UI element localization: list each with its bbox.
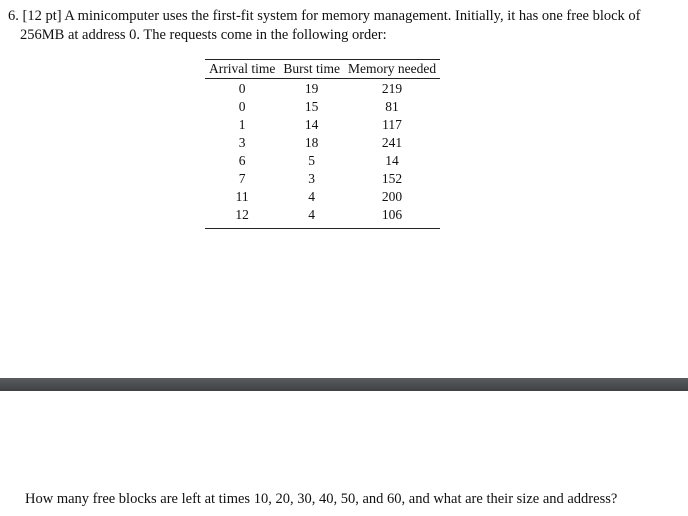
memory-cell: 81 bbox=[385, 99, 399, 114]
burst-cell: 5 bbox=[308, 153, 316, 168]
question-number: 6. bbox=[8, 8, 19, 24]
arrival-cell: 1 bbox=[238, 117, 246, 132]
burst-cell: 18 bbox=[304, 135, 319, 150]
table-row bbox=[205, 188, 440, 206]
burst-cell: 14 bbox=[304, 117, 319, 132]
memory-cell: 152 bbox=[381, 171, 403, 186]
arrival-cell: 11 bbox=[235, 189, 249, 204]
memory-size-unit: MB bbox=[41, 27, 65, 43]
table-row bbox=[205, 206, 440, 229]
memory-cell: 241 bbox=[381, 135, 403, 150]
header-arrival-time: Arrival time bbox=[205, 60, 279, 79]
question-points: [12 pt] bbox=[22, 8, 62, 24]
followup-question: How many free blocks are left at times 10, 20, 30, 40, 50, and 60, and what are their size and address? bbox=[25, 491, 618, 507]
table-row bbox=[205, 98, 440, 116]
header-memory-needed: Memory needed bbox=[344, 60, 440, 79]
burst-cell: 19 bbox=[304, 81, 319, 96]
memory-cell: 200 bbox=[381, 189, 403, 204]
question-text bbox=[8, 7, 678, 45]
memory-cell: 14 bbox=[385, 153, 399, 168]
arrival-cell: 6 bbox=[238, 153, 246, 168]
memory-cell: 106 bbox=[381, 207, 403, 222]
arrival-cell: 0 bbox=[238, 99, 246, 114]
memory-size-value: 256 bbox=[20, 27, 42, 43]
burst-cell: 15 bbox=[304, 99, 319, 114]
burst-cell: 3 bbox=[308, 171, 316, 186]
burst-cell: 4 bbox=[308, 207, 316, 222]
table-header-row bbox=[205, 60, 440, 79]
table-row bbox=[205, 170, 440, 188]
memory-cell: 219 bbox=[381, 81, 403, 96]
question-line-1: A minicomputer uses the first-fit system for memory management. Initially, it has one free block of bbox=[64, 8, 641, 24]
arrival-cell: 7 bbox=[238, 171, 246, 186]
burst-cell: 4 bbox=[308, 189, 316, 204]
memory-cell: 117 bbox=[382, 117, 402, 132]
arrival-cell: 3 bbox=[238, 135, 246, 150]
question-line-2-rest: at address 0. The requests come in the following order: bbox=[67, 27, 387, 43]
arrival-cell: 12 bbox=[235, 207, 249, 222]
arrival-cell: 0 bbox=[238, 81, 246, 96]
question-line-2 bbox=[8, 26, 678, 45]
table-row bbox=[205, 134, 440, 152]
table-row bbox=[205, 116, 440, 134]
page-divider-bar bbox=[0, 378, 688, 391]
header-burst-time: Burst time bbox=[279, 60, 344, 79]
table-row bbox=[205, 79, 440, 99]
table-row bbox=[205, 152, 440, 170]
requests-table bbox=[205, 59, 440, 229]
